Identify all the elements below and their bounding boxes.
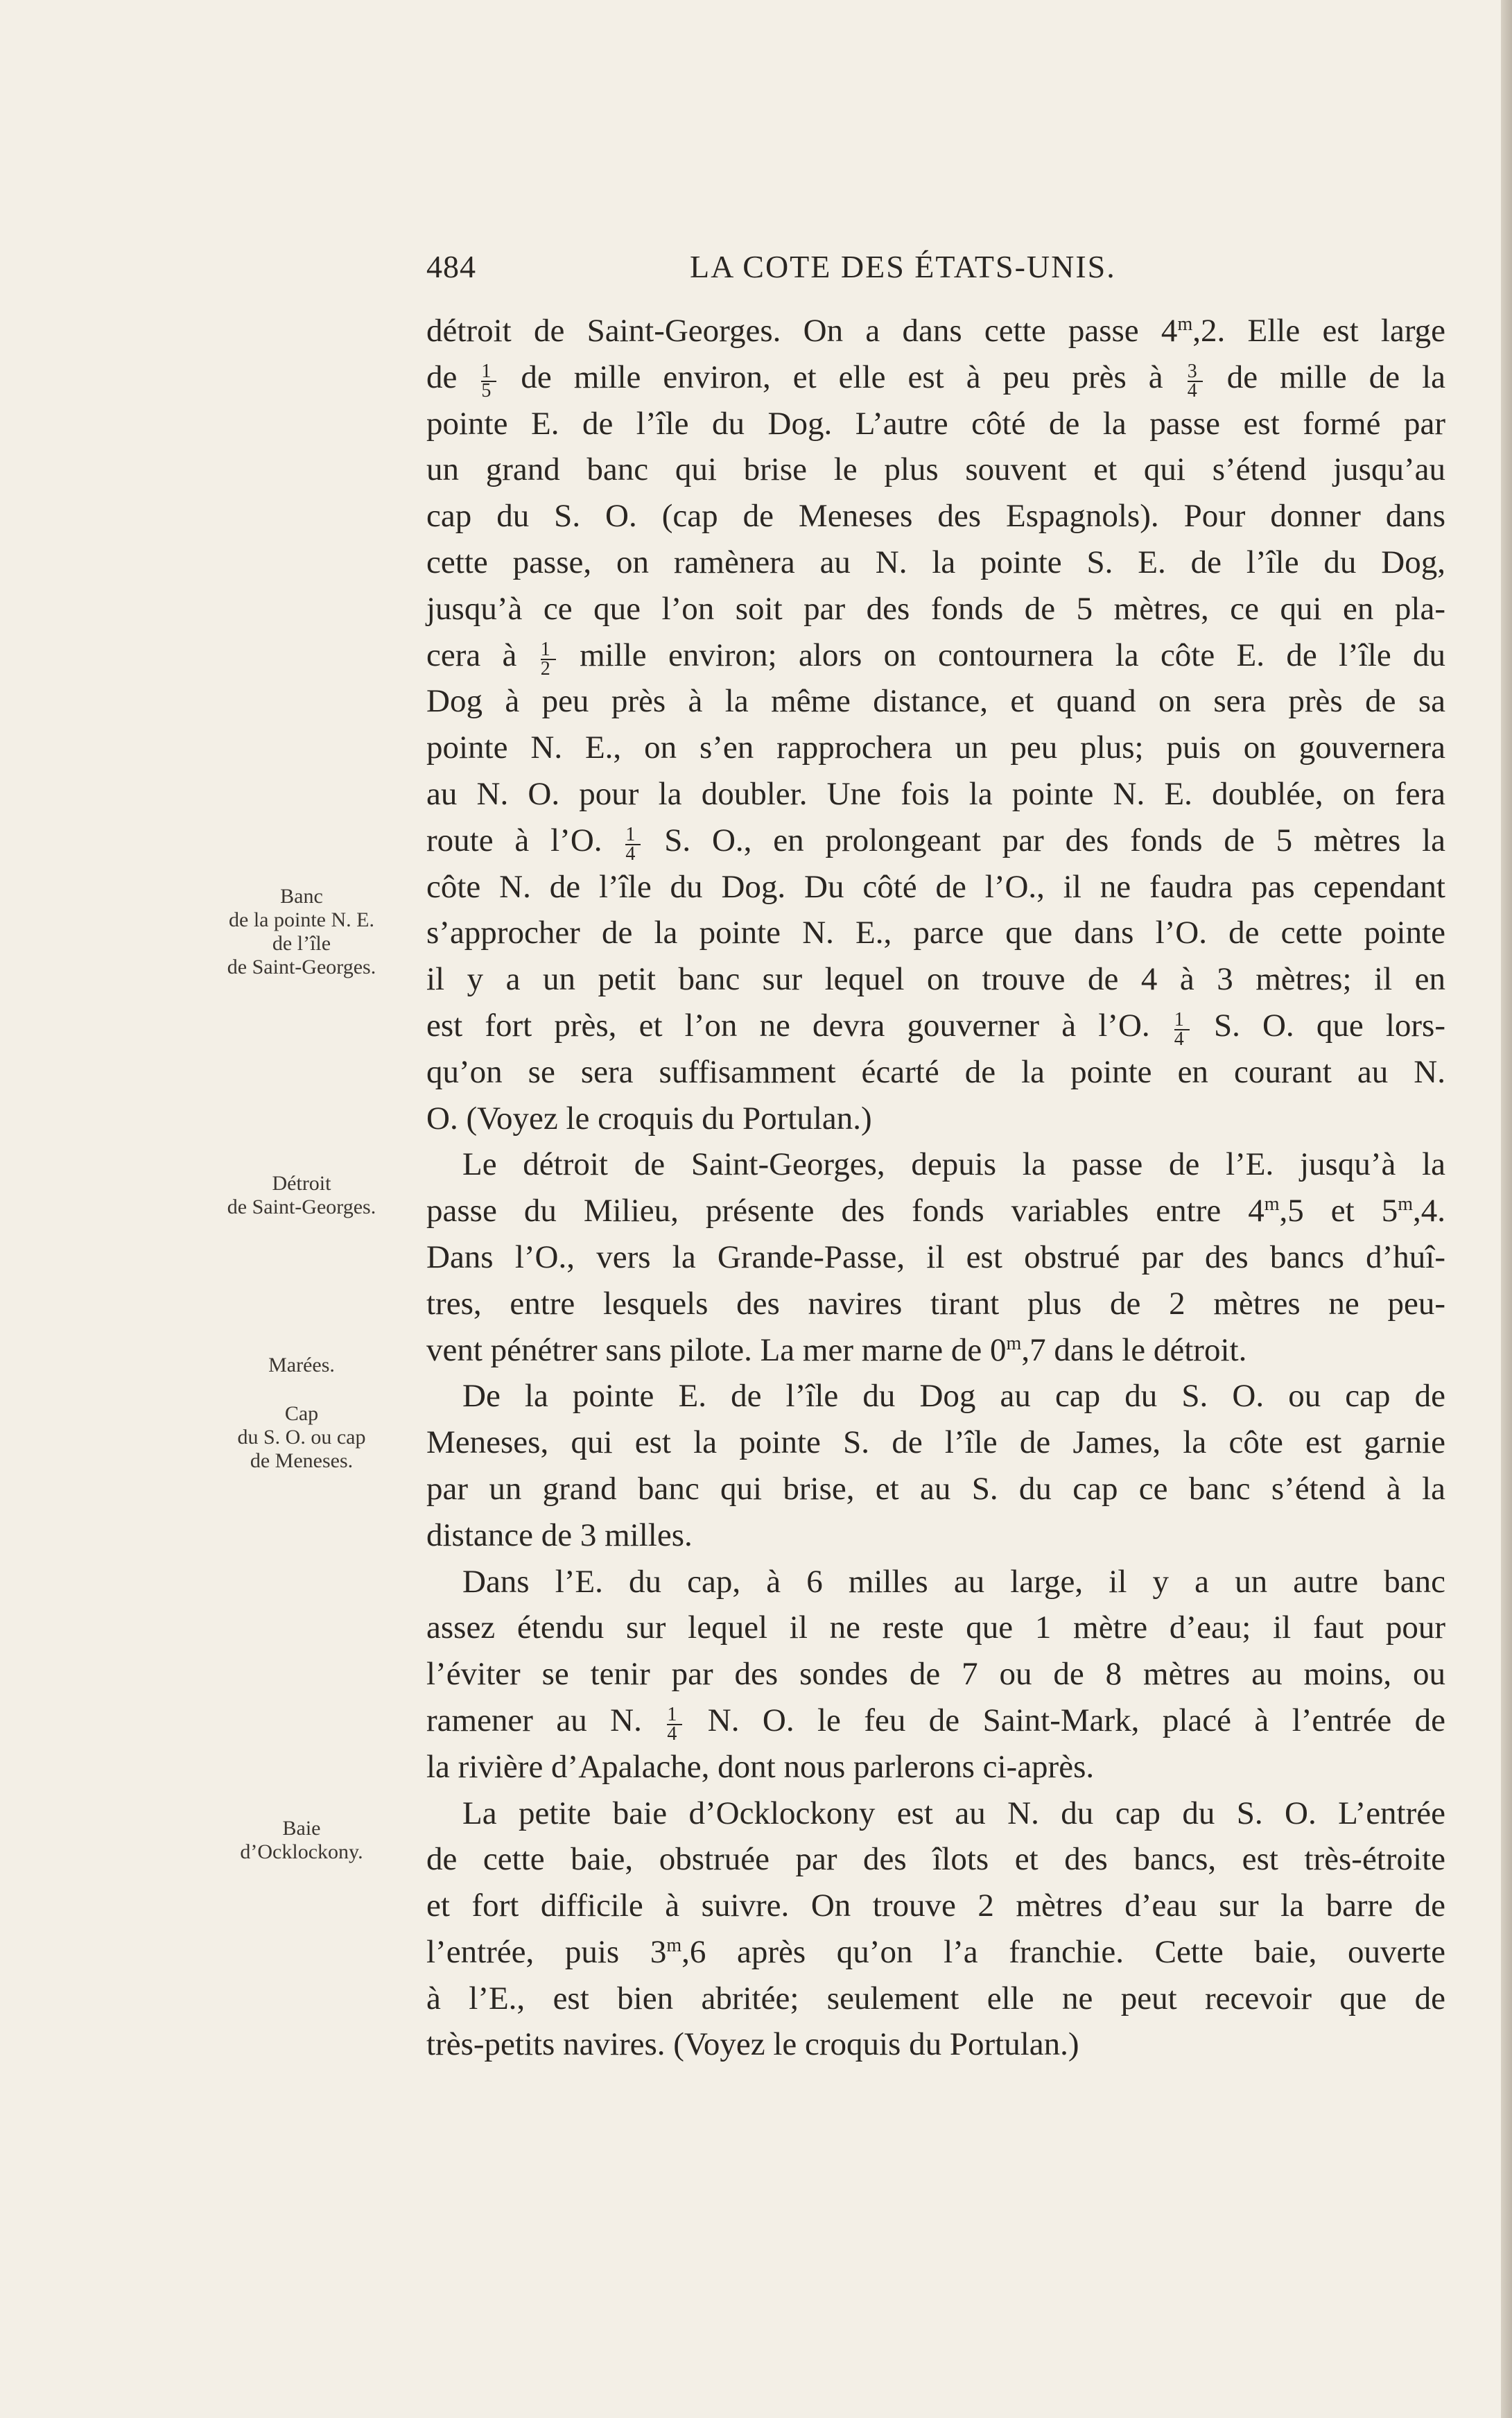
fraction-denominator: 4 [625,843,636,865]
text-fragment: passe du Milieu, présente des fonds variables entre 4 [426,1193,1265,1229]
text-line [426,818,1445,864]
text-line [426,1327,1445,1374]
text-line: Dog à peu près à la même distance, et quand on sera près de sa [426,683,1445,720]
text-line: tres, entre lesquels des navires tirant plus de 2 mètres ne peu- [426,1285,1445,1322]
text-line: Meneses, qui est la pointe S. de l’île de James, la côte est garnie [426,1424,1445,1461]
text-fragment: ,6 après qu’on l’a franchie. Cette baie, ouverte [681,1933,1445,1970]
fraction-numerator: 1 [667,1706,682,1725]
text-line: Dans l’E. du cap, à 6 milles au large, il y a un autre banc [462,1563,1445,1600]
text-line: O. (Voyez le croquis du Portulan.) [426,1100,872,1137]
text-fragment: ramener au N. [426,1702,642,1738]
text-line: côte N. de l’île du Dog. Du côté de l’O., il ne faudra pas cependant [426,868,1445,905]
margin-note-line: de Saint-Georges. [227,956,376,978]
text-line [426,1188,1445,1234]
fraction-denominator: 4 [1187,380,1197,402]
text-fragment: de mille environ, et elle est à peu près à [521,359,1163,395]
margin-note-line: de l’île [272,932,331,955]
text-line: Dans l’O., vers la Grande-Passe, il est obstrué par des bancs d’huî- [426,1238,1445,1275]
text-fragment: ,2. Elle est large [1192,313,1446,349]
text-line: assez étendu sur lequel il ne reste que 1 mètre d’eau; il faut pour [426,1609,1445,1646]
text-line: pointe E. de l’île du Dog. L’autre côté de la passe est formé par [426,405,1445,442]
margin-note-line: Baie [282,1817,321,1840]
fraction-numerator: 3 [1188,363,1203,382]
running-title: LA COTE DES ÉTATS-UNIS. [690,249,1116,284]
margin-note-banc [198,885,406,979]
text-line [426,1929,1445,1976]
text-fragment: mille environ; alors on contournera la côte E. de l’île du [580,637,1446,673]
fraction-denominator: 2 [540,657,550,680]
text-line: à l’E., est bien abritée; seulement elle ne peut recevoir que de [426,1980,1445,2017]
margin-note-line: Marées. [268,1354,335,1376]
text-line [426,1003,1445,1049]
fraction [540,638,556,680]
text-fragment: ,4. [1413,1193,1445,1229]
text-line: et fort difficile à suivre. On trouve 2 mètres d’eau sur la barre de [426,1888,1445,1924]
margin-note-line: Cap [284,1402,319,1425]
text-fragment: S. O., en prolongeant par des fonds de 5 mètres la [664,822,1445,858]
text-line: cette passe, on ramènera au N. la pointe S. E. de l’île du Dog, [426,544,1445,580]
unit-superscript: m [1006,1332,1022,1354]
body-text [426,308,1445,2068]
page-number: 484 [426,249,476,284]
text-line [426,354,1445,401]
fraction-numerator: 1 [541,641,556,660]
text-fragment: ,5 et 5 [1279,1193,1398,1229]
text-line [426,308,1445,354]
text-line: pointe N. E., on s’en rapprochera un peu plus; puis on gouvernera [426,729,1445,766]
text-fragment: cera à [426,637,517,673]
text-line: un grand banc qui brise le plus souvent et qui s’étend jusqu’au [426,451,1445,488]
page-header [426,248,1445,290]
text-line: la rivière d’Apalache, dont nous parlerons ci-après. [426,1748,1095,1785]
text-line: très-petits navires. (Voyez le croquis du Portulan.) [426,2026,1079,2063]
text-line: qu’on se sera suffisamment écarté de la pointe en courant au N. [426,1053,1445,1090]
page-edge [1501,0,1512,2418]
text-line: jusqu’à ce que l’on soit par des fonds de 5 mètres, ce qui en pla- [426,590,1445,627]
margin-note-line: Banc [280,885,323,908]
text-line: par un grand banc qui brise, et au S. du cap ce banc s’étend à la [426,1470,1445,1507]
text-line: l’éviter se tenir par des sondes de 7 ou de 8 mètres au moins, ou [426,1656,1445,1693]
margin-note-line: de Saint-Georges. [227,1195,376,1218]
text-fragment: de mille de la [1226,359,1445,395]
margin-note-line: de la pointe N. E. [229,908,374,931]
fraction-numerator: 1 [1174,1011,1190,1030]
text-fragment: ,7 dans le détroit. [1021,1331,1247,1368]
text-line: distance de 3 milles. [426,1517,693,1553]
text-fragment: vent pénétrer sans pilote. La mer marne de 0 [426,1331,1007,1368]
unit-superscript: m [666,1934,682,1956]
fraction-numerator: 1 [625,826,641,845]
unit-superscript: m [1177,313,1193,335]
text-fragment: S. O. que lors- [1213,1007,1446,1044]
unit-superscript: m [1398,1193,1413,1216]
text-fragment: l’entrée, puis 3 [426,1933,667,1970]
margin-note-cap [198,1402,406,1473]
fraction-denominator: 4 [1174,1028,1184,1051]
text-fragment: route à l’O. [426,822,602,858]
text-fragment: est fort près, et l’on ne devra gouverner à l’O. [426,1007,1150,1044]
margin-note-line: Détroit [272,1172,331,1195]
margin-note-marees [198,1354,406,1377]
text-line: de cette baie, obstruée par des îlots et des bancs, est très-étroite [426,1841,1445,1878]
fraction-denominator: 4 [667,1723,677,1745]
margin-note-line: du S. O. ou cap [237,1426,366,1449]
text-line: au N. O. pour la doubler. Une fois la pointe N. E. doublée, on fera [426,775,1445,812]
text-line: La petite baie d’Ocklockony est au N. du cap du S. O. L’entrée [462,1795,1445,1831]
margin-note-line: d’Ocklockony. [240,1840,363,1863]
text-fragment: détroit de Saint-Georges. On a dans cette passe 4 [426,313,1178,349]
fraction-denominator: 5 [481,380,492,402]
text-line: il y a un petit banc sur lequel on trouve de 4 à 3 mètres; il en [426,961,1445,998]
text-line: Le détroit de Saint-Georges, depuis la passe de l’E. jusqu’à la [462,1146,1445,1183]
text-fragment: de [426,359,458,395]
fraction [1188,363,1203,400]
fraction [1174,1009,1190,1051]
fraction [667,1706,682,1743]
text-fragment: N. O. le feu de Saint-Mark, placé à l’entrée de [707,1702,1446,1738]
margin-note-baie [198,1817,406,1864]
text-line [426,1698,1445,1744]
margin-note-detroit [198,1172,406,1219]
fraction [481,363,496,400]
text-line: cap du S. O. (cap de Meneses des Espagnols). Pour donner dans [426,498,1445,535]
fraction-numerator: 1 [481,363,496,382]
text-line: De la pointe E. de l’île du Dog au cap du S. O. ou cap de [462,1378,1445,1415]
fraction [625,823,641,865]
margin-note-line: de Meneses. [250,1449,354,1472]
text-line: s’approcher de la pointe N. E., parce que dans l’O. de cette pointe [426,915,1445,951]
unit-superscript: m [1264,1193,1280,1216]
text-line [426,632,1445,679]
